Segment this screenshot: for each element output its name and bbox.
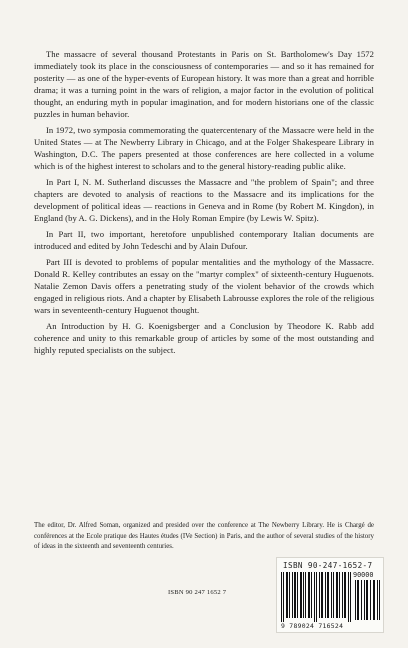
blurb-paragraph: An Introduction by H. G. Koenigsberger and a Conclusion by Theodore K. Rabb add coherence and unity to this remarkable group of articles by some of the most outstanding and highly reputed specialists on the subject. xyxy=(34,321,374,355)
barcode-isbn: ISBN 90-247-1652-7 xyxy=(283,561,373,570)
blurb-paragraph: The massacre of several thousand Protestants in Paris on St. Bartholomew's Day 1572 immediately took its place in the consciousness of contemporaries — and so it has remained for posterity — as one of the hyper-events of European history. It was more than a great and horrible drama; it was a turning point in the wars of religion, a major factor in the evolution of political thought, an enduring myth in popular imagination, and for modern historians one of the classic puzzles in human behavior. xyxy=(34,49,374,119)
blurb-paragraph: In Part I, N. M. Sutherland discusses the Massacre and "the problem of Spain"; and three chapters are devoted to analysis of reactions to the Massacre and its implications for the development of political ideas — reactions in Geneva and in Rome (by Robert M. Kingdon), in England (by A. G. Dickens), and in the Holy Roman Empire (by Lewis W. Spitz). xyxy=(34,177,374,223)
isbn-text: ISBN 90 247 1652 7 xyxy=(168,589,227,596)
barcode-digits: 9 789024 716524 xyxy=(281,622,344,630)
barcode-price-code: 90000 xyxy=(353,571,374,579)
barcode-label xyxy=(276,557,384,633)
blurb-paragraph: Part III is devoted to problems of popular mentalities and the mythology of the Massacre. Donald R. Kelley contributes an essay on the "martyr complex" of sixteenth-century Huguenots. Natalie Zemon Davis offers a penetrating study of the violent behavior of the crowds which engaged in religious riots. And a chapter by Elisabeth Labrousse explores the role of the religious wars in seventeenth-century Huguenot thought. xyxy=(34,257,375,315)
blurb-paragraph: In Part II, two important, heretofore unpublished contemporary Italian documents are introduced and edited by John Tedeschi and by Alain Dufour. xyxy=(34,229,374,251)
blurb-paragraph: In 1972, two symposia commemorating the quatercentenary of the Massacre were held in the United States — at The Newberry Library in Chicago, and at the Folger Shakespeare Library in Washington, D.C. The papers presented at those conferences are here collected in a volume which is of the highest interest to scholars and to the general history-reading public alike. xyxy=(34,125,374,171)
blurb xyxy=(34,48,374,360)
price-barcode-icon xyxy=(355,580,381,620)
editor-note: The editor, Dr. Alfred Soman, organized and presided over the conference at The Newberry Library. He is Chargé de conférences at the Ecole pratique des Hautes études (IVe Section) in Paris, and the author of several studies of the history of ideas in the sixteenth and seventeenth centuries. xyxy=(34,522,374,550)
barcode-icon xyxy=(281,572,351,622)
